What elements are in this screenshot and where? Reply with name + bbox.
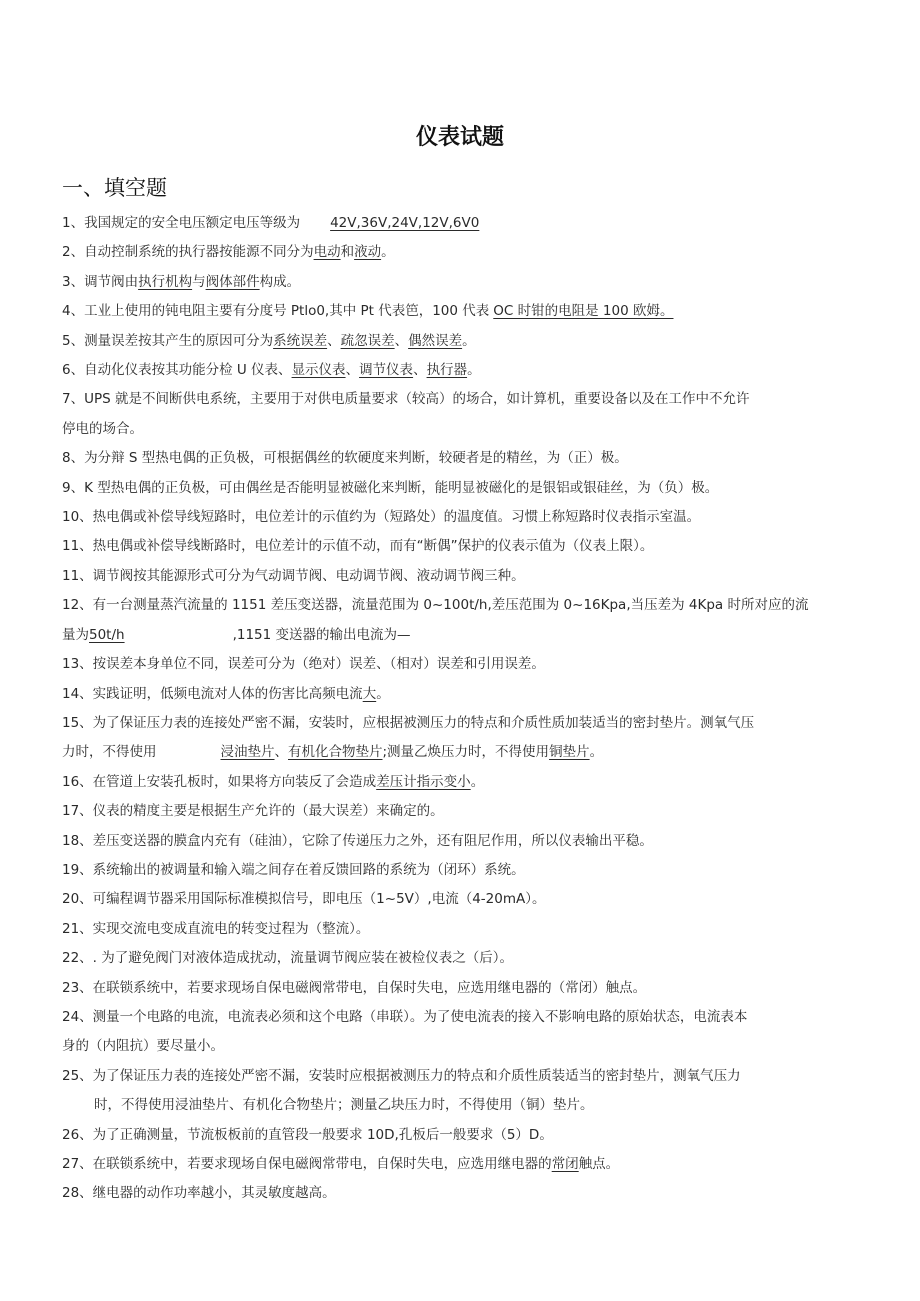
q12-answer: 50t/h [89, 626, 125, 643]
q1-text: 1、我国规定的安全电压额定电压等级为 [62, 215, 301, 231]
question-17: 17、仪表的精度主要是根据生产允许的（最大误差）来确定的。 [62, 803, 444, 820]
q2-text-b: 和 [340, 244, 355, 261]
question-list [62, 209, 862, 1209]
q15-text-c: 、 [274, 744, 288, 761]
q16-text: 16、在管道上安装孔板时，如果将方向装反了会造成 [62, 773, 377, 790]
q2-text: 2、自动控制系统的执行器按能源不同分为 [62, 244, 314, 261]
question-11b: 11、调节阀按其能源形式可分为气动调节阀、电动调节阀、液动调节阀三种。 [62, 567, 525, 584]
q12-text-b: 量为 [62, 626, 89, 643]
question-14 [62, 680, 862, 709]
q5-text-d: 。 [462, 332, 476, 349]
question-1 [62, 209, 862, 238]
q15-answer-2: 有机化合物垫片 [288, 744, 383, 761]
q12-text-c: ,1151 变送器的输出电流为— [232, 626, 411, 643]
question-5 [62, 327, 862, 356]
question-2 [62, 238, 862, 267]
q1-answer: 42V,36V,24V,12V,6V0 [330, 215, 480, 231]
question-8: 8、为分辩 S 型热电偶的正负极，可根据偶丝的软硬度来判断，较硬者是的精丝，为（正）极。 [62, 450, 628, 467]
q27-text: 27、在联锁系统中，若要求现场自保电磁阀常带电，自保时失电，应选用继电器的 [62, 1156, 552, 1172]
q4-text: 4、工业上使用的钝电阻主要有分度号 Ptlo0,其中 Pt 代表笆，100 代表 [62, 303, 490, 320]
q6-answer-2: 调节仪表 [359, 362, 414, 379]
question-24 [62, 1003, 862, 1062]
q15-text: 15、为了保证压力表的连接处严密不漏，安装时，应根据被测压力的特点和介质性质加装适当的密封垫片。测氧气压 [62, 714, 755, 731]
question-9: 9、K 型热电偶的正负极，可由偶丝是否能明显被磁化来判断，能明显被磁化的是银铝或银硅丝，为（负）极。 [62, 479, 719, 496]
q5-answer-2: 疏忽误差 [340, 332, 395, 349]
q16-text-b: 。 [470, 773, 485, 790]
q6-text-d: 。 [467, 362, 481, 379]
q6-text-b: 、 [345, 362, 360, 379]
question-22: 22、. 为了避免阀门对液体造成扰动，流量调节阀应装在被检仪表之（后）。 [62, 950, 514, 967]
section-heading: 一、填空题 [62, 176, 167, 200]
question-4 [62, 297, 862, 326]
q15-text-d: ;测量乙焕压力时，不得使用 [382, 744, 550, 761]
q25-text-b: 时，不得使用浸油垫片、有机化合物垫片；测量乙块压力时，不得使用（铜）垫片。 [94, 1097, 594, 1114]
question-23: 23、在联锁系统中，若要求现场自保电磁阀常带电，自保时失电，应选用继电器的（常闭）触点。 [62, 979, 647, 996]
q27-text-b: 触点。 [578, 1156, 620, 1172]
q7-text: 7、UPS 就是不间断供电系统，主要用于对供电质量要求（较高）的场合，如计算机，重要设备以及在工作中不允许 [62, 391, 750, 408]
q7-text-b: 停电的场合。 [62, 420, 143, 437]
question-13: 13、按误差本身单位不同，误差可分为（绝对）误差、（相对）误差和引用误差。 [62, 656, 545, 673]
question-25 [62, 1062, 862, 1121]
question-7 [62, 385, 862, 444]
q14-text-b: 。 [376, 685, 390, 702]
question-16 [62, 768, 862, 797]
question-27 [62, 1150, 862, 1179]
q5-text-b: 、 [327, 332, 341, 349]
q15-answer-3: 铜垫片 [549, 744, 590, 761]
q14-text: 14、实践证明，低频电流对人体的伤害比高频电流 [62, 685, 363, 702]
q4-answer: OC 时钳的电阻是 100 欧姆。 [493, 303, 674, 320]
q2-answer-1: 电动 [313, 244, 341, 261]
q3-answer-2: 阀体部件 [205, 273, 260, 290]
question-28: 28、继电器的动作功率越小，其灵敏度越高。 [62, 1185, 336, 1202]
q25-text: 25、为了保证压力表的连接处严密不漏，安装时应根据被测压力的特点和介质性质装适当的密封垫片，测氧气压力 [62, 1067, 741, 1084]
question-15 [62, 709, 862, 768]
q2-answer-2: 液动 [354, 244, 382, 261]
q12-text: 12、有一台测量蒸汽流量的 1151 差压变送器，流量范围为 0~100t/h,差压范围为 0~16Kpa,当压差为 4Kpa 时所对应的流 [62, 597, 809, 614]
q15-text-b: 力时，不得使用 [62, 744, 157, 761]
q27-answer: 常闭 [551, 1156, 579, 1172]
q6-answer-3: 执行器 [426, 362, 468, 379]
q2-text-c: 。 [381, 244, 395, 261]
question-6 [62, 356, 862, 385]
question-20: 20、可编程调节器采用国际标准模拟信号，即电压（1~5V）,电流（4-20mA）。 [62, 891, 546, 908]
question-26: 26、为了正确测量，节流板板前的直管段一般要求 10D,孔板后一般要求（5）D。 [62, 1126, 553, 1143]
question-21: 21、实现交流电变成直流电的转变过程为（整流）。 [62, 920, 370, 937]
question-19: 19、系统输出的被调量和输入端之间存在着反馈回路的系统为（闭环）系统。 [62, 861, 525, 878]
q14-answer: 大 [362, 685, 377, 702]
q5-answer-1: 系统误差 [273, 332, 328, 349]
q6-text: 6、自动化仪表按其功能分检 U 仪表、 [62, 362, 292, 379]
q6-answer-1: 显示仪表 [291, 362, 346, 379]
question-3 [62, 268, 862, 297]
q6-text-c: 、 [413, 362, 427, 379]
q15-answer-1: 浸油垫片 [220, 744, 275, 761]
q5-text: 5、测量误差按其产生的原因可分为 [62, 332, 274, 349]
q3-text: 3、调节阀由 [62, 273, 139, 290]
q5-text-c: 、 [394, 332, 409, 349]
q3-text-c: 构成。 [259, 273, 301, 290]
q24-text-b: 身的（内阻抗）要尽量小。 [62, 1038, 224, 1055]
question-12 [62, 591, 862, 650]
q3-text-b: 与 [192, 273, 206, 290]
q15-text-e: 。 [589, 744, 604, 761]
q24-text: 24、测量一个电路的电流，电流表必须和这个电路（串联）。为了使电流表的接入不影响电路的原始状态，电流表本 [62, 1008, 748, 1025]
page-title: 仪表试题 [415, 125, 504, 150]
question-11a: 11、热电偶或补偿导线断路时，电位差计的示值不动，而有“断偶”保护的仪表示值为（仪表上限）。 [62, 538, 654, 555]
q5-answer-3: 偶然误差 [408, 332, 463, 349]
q3-answer-1: 执行机构 [138, 273, 193, 290]
question-10: 10、热电偶或补偿导线短路时，电位差计的示值约为（短路处）的温度值。习惯上称短路时仪表指示室温。 [62, 509, 701, 526]
question-18: 18、差压变送器的膜盒内充有（硅油），它除了传递压力之外，还有阻尼作用，所以仪表输出平稳。 [62, 832, 653, 849]
q16-answer: 差压计指示变小 [376, 773, 471, 790]
